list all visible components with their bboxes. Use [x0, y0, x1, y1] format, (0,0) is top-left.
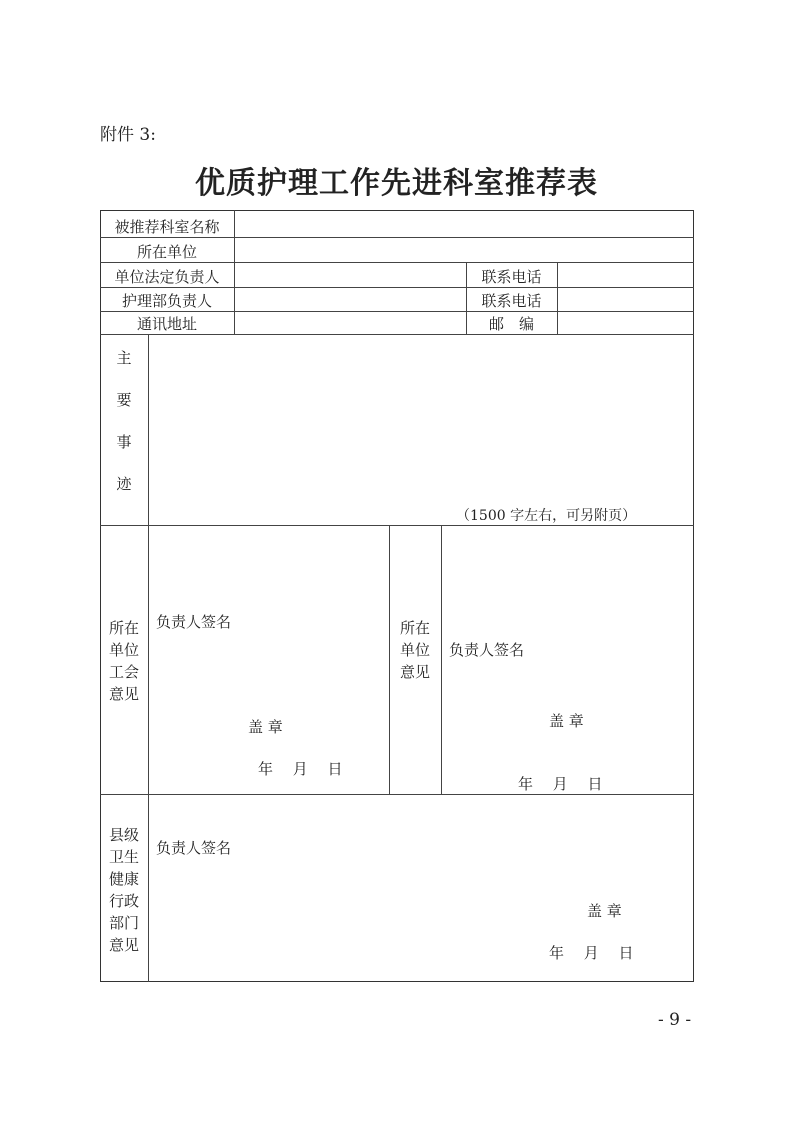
deeds-label-char: 主 [116, 349, 132, 367]
col-divider [557, 262, 558, 334]
phone-label: 联系电话 [481, 292, 542, 310]
unit-seal-label: 盖 章 [549, 712, 584, 730]
row-divider [100, 311, 694, 312]
row-divider [100, 237, 694, 238]
union-opinion-label: 所在 单位 工会 意见 [108, 619, 139, 703]
legal-person-label: 单位法定负责人 [114, 268, 220, 286]
row-divider [100, 287, 694, 288]
union-signature-label: 负责人签名 [156, 613, 232, 631]
county-opinion-label: 县级 卫生 健康 行政 部门 意见 [108, 826, 139, 954]
row-divider [100, 794, 694, 795]
phone-label: 联系电话 [481, 268, 542, 286]
attachment-label: 附件 3: [100, 125, 156, 145]
page-number: - 9 - [658, 1010, 692, 1030]
address-label: 通讯地址 [136, 315, 197, 333]
county-seal-label: 盖 章 [587, 902, 622, 920]
col-divider [441, 525, 442, 794]
union-date-label: 年 月 日 [258, 760, 343, 778]
unit-label: 所在单位 [136, 243, 197, 261]
county-signature-label: 负责人签名 [156, 839, 232, 857]
row-divider [100, 525, 694, 526]
unit-signature-label: 负责人签名 [449, 641, 525, 659]
union-seal-label: 盖 章 [248, 718, 283, 736]
row-divider [100, 262, 694, 263]
unit-opinion-label: 所在 单位 意见 [399, 619, 430, 681]
deeds-label-char: 迹 [116, 475, 132, 493]
row-divider [100, 334, 694, 335]
deeds-label-char: 要 [116, 391, 132, 409]
unit-date-label: 年 月 日 [518, 775, 603, 793]
deeds-note: （1500 字左右，可另附页） [456, 508, 637, 524]
form-title: 优质护理工作先进科室推荐表 [195, 166, 598, 201]
deeds-label-char: 事 [116, 433, 132, 451]
postcode-label: 邮 编 [488, 315, 534, 333]
col-divider [234, 210, 235, 334]
nursing-head-label: 护理部负责人 [121, 292, 212, 310]
county-date-label: 年 月 日 [549, 944, 634, 962]
dept-name-label: 被推荐科室名称 [114, 218, 220, 236]
